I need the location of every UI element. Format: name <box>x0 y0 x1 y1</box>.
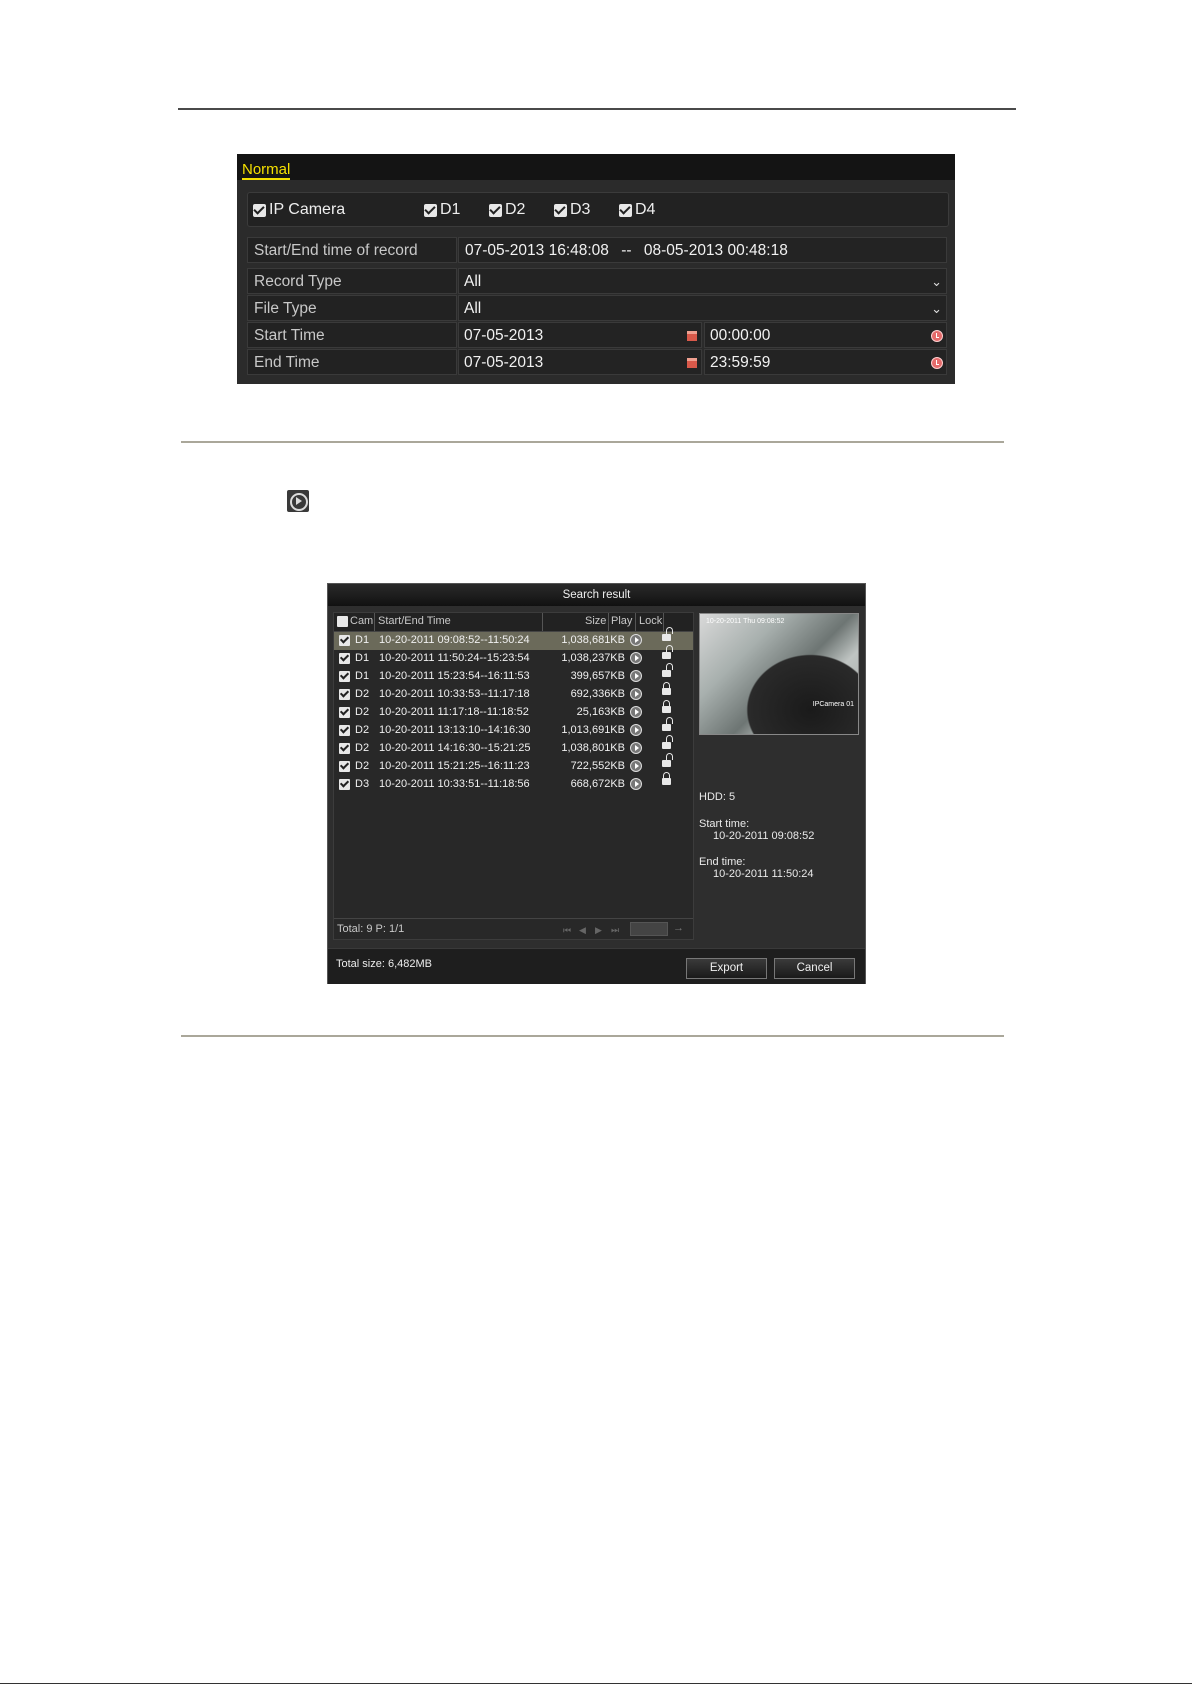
result-list <box>333 612 694 940</box>
hdd-info: HDD: 5 <box>699 791 736 803</box>
lock-icon[interactable] <box>662 688 671 695</box>
calendar-icon[interactable] <box>687 358 697 368</box>
play-icon[interactable] <box>630 634 642 646</box>
row-checkbox[interactable] <box>339 779 350 790</box>
start-time-value: 00:00:00 <box>710 327 771 344</box>
row-time: 10-20-2011 13:13:10--14:16:30 <box>379 724 531 736</box>
row-cam: D2 <box>355 760 370 772</box>
page-bottom-rule <box>0 1683 1192 1684</box>
section-rule <box>181 1035 1004 1037</box>
record-time-label: Start/End time of record <box>247 237 457 263</box>
end-time-info-value: 10-20-2011 11:50:24 <box>713 868 814 880</box>
play-icon[interactable] <box>630 778 642 790</box>
record-time-value <box>458 237 947 263</box>
cancel-button[interactable]: Cancel <box>774 958 855 979</box>
record-type-value: All <box>464 273 482 290</box>
unlock-icon[interactable] <box>662 670 671 677</box>
table-row[interactable] <box>334 686 693 704</box>
start-date-value: 07-05-2013 <box>464 327 544 344</box>
camera-row <box>247 192 949 227</box>
camera-d3-checkbox[interactable] <box>554 202 590 218</box>
row-checkbox[interactable] <box>339 725 350 736</box>
calendar-icon[interactable] <box>687 331 697 341</box>
camera-d4-label: D4 <box>635 201 656 218</box>
file-type-row <box>247 295 947 321</box>
file-type-select[interactable] <box>458 295 947 321</box>
checkbox-checked-icon <box>489 204 502 217</box>
camera-d2-label: D2 <box>505 201 526 218</box>
row-size: 399,657KB <box>570 670 625 682</box>
record-end: 08-05-2013 00:48:18 <box>643 242 788 259</box>
list-header <box>334 613 693 632</box>
row-checkbox[interactable] <box>339 761 350 772</box>
start-time-label: Start Time <box>247 322 457 348</box>
total-size: Total size: 6,482MB <box>336 958 432 970</box>
unlock-icon[interactable] <box>662 760 671 767</box>
clock-icon[interactable] <box>931 330 943 342</box>
row-time: 10-20-2011 15:21:25--16:11:23 <box>379 760 530 772</box>
table-row[interactable] <box>334 704 693 722</box>
top-rule <box>178 108 1016 110</box>
video-preview <box>699 613 859 735</box>
row-cam: D2 <box>355 742 370 754</box>
row-time: 10-20-2011 10:33:51--11:18:56 <box>379 778 530 790</box>
table-row[interactable] <box>334 758 693 776</box>
go-arrow-icon[interactable]: → <box>673 922 684 934</box>
chevron-down-icon: ⌄ <box>931 274 942 289</box>
row-cam: D1 <box>355 634 370 646</box>
row-size: 668,672KB <box>570 778 625 790</box>
preview-camera-name: IPCamera 01 <box>812 701 854 708</box>
record-start: 07-05-2013 16:48:08 <box>465 242 609 259</box>
row-checkbox[interactable] <box>339 743 350 754</box>
play-icon[interactable] <box>630 652 642 664</box>
camera-d3-label: D3 <box>570 201 591 218</box>
table-row[interactable] <box>334 650 693 668</box>
end-time-info-label: End time: <box>699 856 746 868</box>
start-time-info-value: 10-20-2011 09:08:52 <box>713 830 815 842</box>
next-page-icon[interactable]: ▶ <box>595 925 602 935</box>
table-row[interactable] <box>334 740 693 758</box>
play-icon[interactable] <box>630 760 642 772</box>
row-time: 10-20-2011 11:17:18--11:18:52 <box>379 706 529 718</box>
row-time: 10-20-2011 09:08:52--11:50:24 <box>379 634 530 646</box>
col-cam[interactable]: Cam <box>350 615 374 627</box>
total-pages: Total: 9 P: 1/1 <box>337 923 405 935</box>
unlock-icon[interactable] <box>662 724 671 731</box>
camera-d2-checkbox[interactable] <box>489 202 525 218</box>
row-cam: D2 <box>355 706 370 718</box>
unlock-icon[interactable] <box>662 634 671 641</box>
row-cam: D1 <box>355 670 370 682</box>
last-page-icon[interactable]: ⏭ <box>611 925 620 935</box>
row-size: 692,336KB <box>570 688 625 700</box>
camera-d1-checkbox[interactable] <box>424 202 460 218</box>
search-result-dialog <box>327 583 866 984</box>
row-cam: D2 <box>355 688 370 700</box>
play-icon[interactable] <box>630 742 642 754</box>
search-panel <box>237 154 955 384</box>
select-all-checkbox[interactable] <box>337 616 348 627</box>
end-date-value: 07-05-2013 <box>464 354 544 371</box>
row-size: 722,552KB <box>570 760 625 772</box>
row-checkbox[interactable] <box>339 671 350 682</box>
preview-timestamp: 10-20-2011 Thu 09:08:52 <box>706 618 785 625</box>
checkbox-checked-icon <box>619 204 632 217</box>
list-footer <box>334 918 693 940</box>
play-icon <box>287 490 309 512</box>
chevron-down-icon: ⌄ <box>931 301 942 316</box>
camera-d1-label: D1 <box>440 201 461 218</box>
record-type-select[interactable] <box>458 268 947 294</box>
file-type-value: All <box>464 300 482 317</box>
dialog-title: Search result <box>328 584 865 606</box>
camera-d4-checkbox[interactable] <box>619 202 655 218</box>
start-time-field[interactable] <box>704 322 947 348</box>
col-lock[interactable]: Lock <box>639 615 663 627</box>
row-size: 1,038,801KB <box>561 742 625 754</box>
record-type-row <box>247 268 947 294</box>
row-cam: D1 <box>355 652 370 664</box>
end-date-field[interactable] <box>458 349 702 375</box>
row-time: 10-20-2011 10:33:53--11:17:18 <box>379 688 530 700</box>
col-play[interactable]: Play <box>611 615 633 627</box>
end-time-row <box>247 349 947 375</box>
table-row[interactable] <box>334 722 693 740</box>
row-checkbox[interactable] <box>339 689 350 700</box>
checkbox-checked-icon <box>554 204 567 217</box>
row-time: 10-20-2011 11:50:24--15:23:54 <box>379 652 530 664</box>
record-type-label: Record Type <box>247 268 457 294</box>
section-rule <box>181 441 1004 443</box>
start-date-field[interactable] <box>458 322 702 348</box>
page-input[interactable] <box>630 922 668 936</box>
row-size: 1,013,691KB <box>561 724 625 736</box>
row-size: 1,038,237KB <box>561 652 625 664</box>
record-time-row <box>247 237 947 263</box>
play-icon[interactable] <box>630 688 642 700</box>
table-row[interactable] <box>334 668 693 686</box>
dialog-footer <box>328 948 865 984</box>
end-time-field[interactable] <box>704 349 947 375</box>
start-time-row <box>247 322 947 348</box>
lock-icon[interactable] <box>662 778 671 785</box>
end-time-value: 23:59:59 <box>710 354 771 371</box>
ip-camera-checkbox[interactable] <box>253 202 345 218</box>
row-time: 10-20-2011 14:16:30--15:21:25 <box>379 742 531 754</box>
play-icon[interactable] <box>630 670 642 682</box>
first-page-icon[interactable]: ⏮ <box>563 925 572 935</box>
start-time-info-label: Start time: <box>699 818 750 830</box>
row-cam: D3 <box>355 778 370 790</box>
record-separator: -- <box>621 242 632 259</box>
play-icon[interactable] <box>630 724 642 736</box>
row-size: 1,038,681KB <box>561 634 625 646</box>
tab-normal[interactable]: Normal <box>242 161 291 178</box>
row-checkbox[interactable] <box>339 707 350 718</box>
row-time: 10-20-2011 15:23:54--16:11:53 <box>379 670 530 682</box>
file-type-label: File Type <box>247 295 457 321</box>
table-row[interactable] <box>334 776 693 794</box>
checkbox-checked-icon <box>424 204 437 217</box>
row-checkbox[interactable] <box>339 635 350 646</box>
checkbox-checked-icon <box>253 204 266 217</box>
row-size: 25,163KB <box>576 706 625 718</box>
unlock-icon[interactable] <box>662 742 671 749</box>
col-size[interactable]: Size <box>585 615 607 627</box>
export-button[interactable]: Export <box>686 958 767 979</box>
row-checkbox[interactable] <box>339 653 350 664</box>
prev-page-icon[interactable]: ◀ <box>579 925 586 935</box>
unlock-icon[interactable] <box>662 652 671 659</box>
lock-icon[interactable] <box>662 706 671 713</box>
row-cam: D2 <box>355 724 370 736</box>
table-row[interactable] <box>334 632 693 650</box>
clock-icon[interactable] <box>931 357 943 369</box>
end-time-label: End Time <box>247 349 457 375</box>
col-time[interactable]: Start/End Time <box>378 615 451 627</box>
panel-tabbar <box>237 154 955 180</box>
play-icon[interactable] <box>630 706 642 718</box>
ip-camera-label: IP Camera <box>269 201 346 218</box>
